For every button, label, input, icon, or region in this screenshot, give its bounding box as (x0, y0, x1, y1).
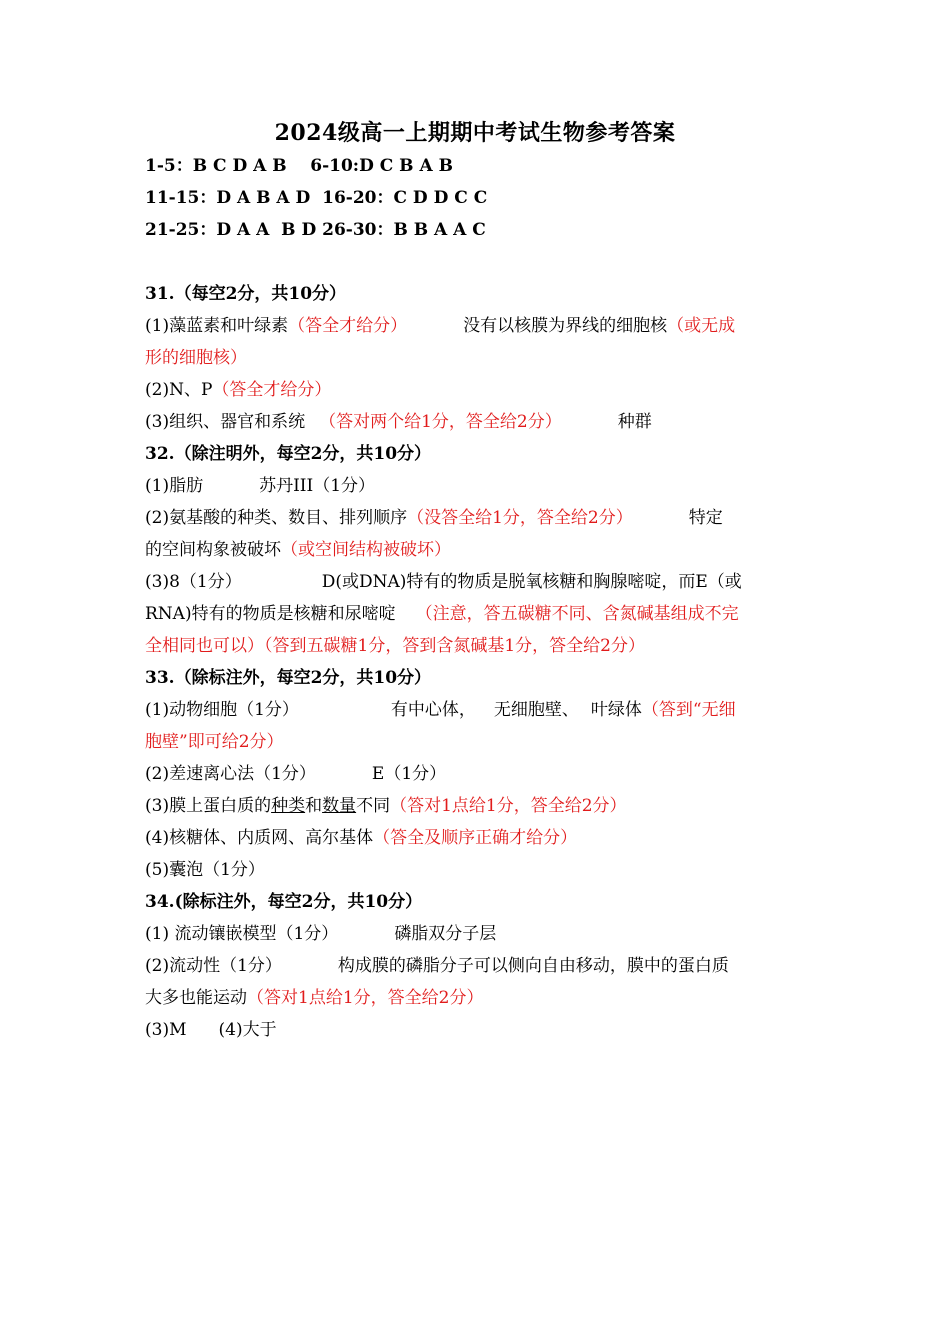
q33-note-2: （答对1点给1分，答全给2分） (390, 796, 627, 816)
q32-line-1 (145, 470, 805, 502)
q34-answer-3: (2)流动性（1分） (145, 956, 282, 976)
q32-note-1: （没答全给1分，答全给2分） (407, 508, 633, 528)
q33-answer-5-underline-1: 种类 (271, 796, 306, 816)
q33-answer-2c: 叶绿体 (590, 700, 642, 720)
q32-line-6: 全相同也可以）（答到五碳糖1分，答到含氮碱基1分，答全给2分） (145, 636, 645, 656)
q32-line-4 (145, 566, 805, 598)
q33-answer-2b: 无细胞壁、 (493, 700, 579, 720)
mc-answers-row-1: 1-5：B C D A B 6-10:D C B A B (145, 156, 453, 176)
q33-answer-5-underline-2: 数量 (322, 796, 357, 816)
q34-line-3 (145, 982, 805, 1014)
section-spacer (145, 246, 805, 278)
q31-answer-4: (3)组织、器官和系统 (145, 412, 306, 432)
q32-header: 32.（除注明外，每空2分，共10分） (145, 444, 432, 464)
q33-note-1: （答到“无细 (641, 700, 736, 720)
q32-note-2: （或空间结构被破坏） (281, 540, 451, 560)
q31-answer-1: (1)藻蓝素和叶绿素 (145, 316, 289, 336)
q34-header: 34.(除标注外，每空2分，共10分） (145, 892, 423, 912)
q31-line-1 (145, 310, 805, 342)
q31-answer-3: (2)N、P (145, 380, 213, 400)
q33-answer-3: (2)差速离心法（1分） (145, 764, 316, 784)
q31-line-3 (145, 374, 805, 406)
q34-answer-5: (3)M (145, 1020, 187, 1040)
q31-answer-2: 没有以核膜为界线的细胞核 (463, 316, 668, 336)
q34-answer-6: (4)大于 (218, 1020, 277, 1040)
q32-answer-6: D(或DNA)特有的物质是脱氧核糖和胸腺嘧啶，而E（或 (321, 572, 742, 592)
q33-line-5 (145, 822, 805, 854)
q33-line-2: 胞壁”即可给2分） (145, 732, 284, 752)
q34-line-1 (145, 918, 805, 950)
q34-note-1: （答对1点给1分，答全给2分） (247, 988, 484, 1008)
q32-answer-5: (3)8（1分） (145, 572, 242, 592)
q34-answer-4-cont: 大多也能运动 (145, 988, 247, 1008)
mc-answers-row-3: 21-25：D A A B D 26-30：B B A A C (145, 220, 486, 240)
q33-answer-4: E（1分） (371, 764, 447, 784)
q33-line-6: (5)囊泡（1分） (145, 860, 265, 880)
q33-line-4 (145, 790, 805, 822)
q31-note-2: （或无成 (667, 316, 736, 336)
q33-answer-5a: (3)膜上蛋白质的 (145, 796, 272, 816)
q34-answer-1: (1) 流动镶嵌模型（1分） (145, 924, 339, 944)
answer-content (145, 150, 805, 1046)
q32-line-2 (145, 502, 805, 534)
q34-line-4 (145, 1014, 805, 1046)
q33-header: 33.（除标注外，每空2分，共10分） (145, 668, 432, 688)
q33-answer-1: (1)动物细胞（1分） (145, 700, 299, 720)
q33-answer-5b: 不同 (356, 796, 391, 816)
q31-note-3: （答全才给分） (212, 380, 332, 400)
q32-answer-4-cont: 的空间构象被破坏 (145, 540, 281, 560)
q33-line-1 (145, 694, 805, 726)
q34-answer-2: 磷脂双分子层 (394, 924, 497, 944)
q32-answer-1: (1)脂肪 (145, 476, 204, 496)
q33-answer-6: (4)核糖体、内质网、高尔基体 (145, 828, 374, 848)
q31-note-4: （答对两个给1分，答全给2分） (319, 412, 562, 432)
q33-line-3 (145, 758, 805, 790)
q32-answer-6-cont: RNA)特有的物质是核糖和尿嘧啶 (145, 604, 396, 624)
q33-note-3: （答全及顺序正确才给分） (373, 828, 578, 848)
q32-line-5 (145, 598, 805, 630)
q33-answer-2a: 有中心体， (390, 700, 476, 720)
q33-answer-5-and: 和 (305, 796, 323, 816)
q32-answer-2: 苏丹III（1分） (259, 476, 376, 496)
page-title: 2024级高一上期期中考试生物参考答案 (274, 120, 676, 146)
q31-note-1: （答全才给分） (288, 316, 408, 336)
mc-answers-row-2: 11-15：D A B A D 16-20：C D D C C (145, 188, 488, 208)
q32-answer-4: 特定 (688, 508, 723, 528)
q31-line-2: 形的细胞核） (145, 348, 247, 368)
q32-line-3 (145, 534, 805, 566)
q31-line-4 (145, 406, 805, 438)
q32-note-3: （注意，答五碳糖不同、含氮碱基组成不完 (415, 604, 739, 624)
q34-line-2 (145, 950, 805, 982)
q32-answer-3: (2)氨基酸的种类、数目、排列顺序 (145, 508, 408, 528)
q31-header: 31.（每空2分，共10分） (145, 284, 347, 304)
q34-answer-4: 构成膜的磷脂分子可以侧向自由移动，膜中的蛋白质 (337, 956, 729, 976)
q31-answer-5: 种群 (617, 412, 652, 432)
